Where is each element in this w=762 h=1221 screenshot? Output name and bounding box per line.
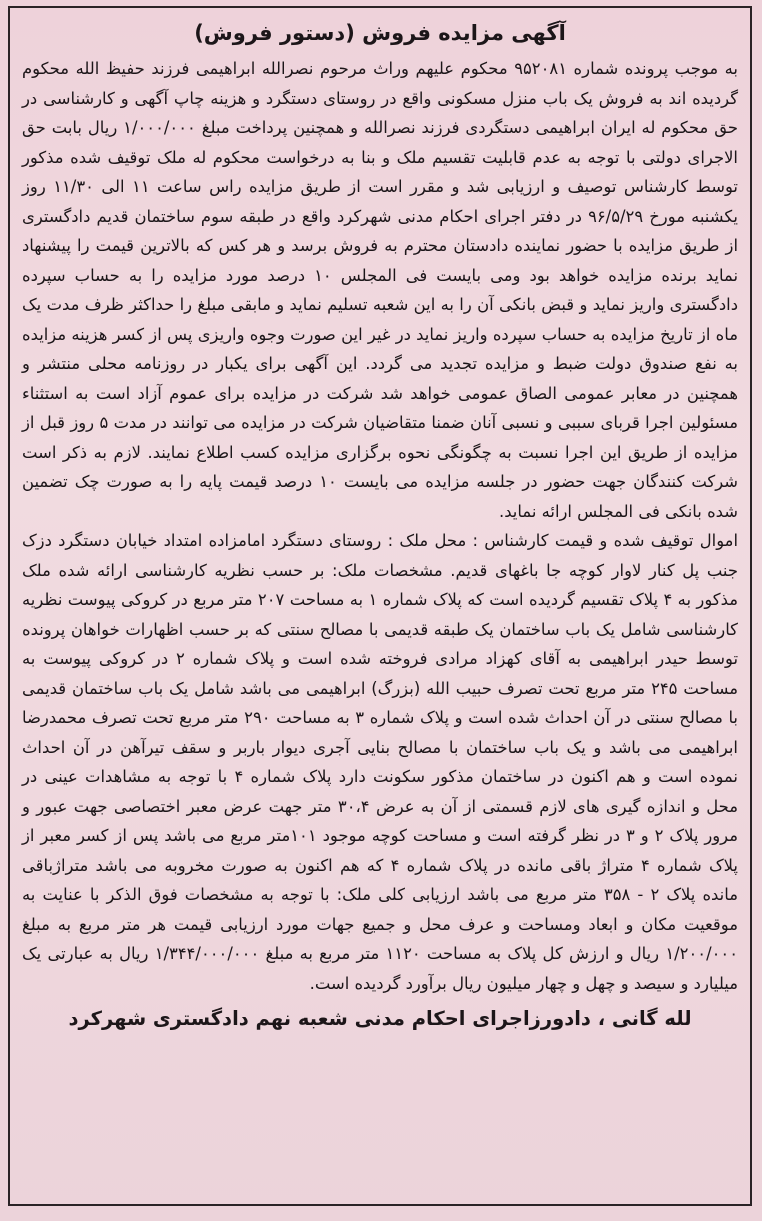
notice-title: آگهی مزایده فروش (دستور فروش) — [194, 21, 566, 45]
auction-notice — [8, 6, 752, 1206]
notice-signature: لله گانی ، دادورزاجرای احکام مدنی شعبه نهم دادگستری شهرکرد — [68, 1007, 692, 1030]
notice-paragraph-terms: به موجب پرونده شماره ۹۵۲۰۸۱ محکوم علیهم وراث مرحوم نصرالله ابراهیمی فرزند حفیظ الله محکوم گردیده اند به فروش یک باب منزل مسکونی واقع در روستای دستگرد و هزینه چاپ آگهی و کارشناسی در حق محکوم له ایران ابراهیمی دستگردی فرزند نصرالله و همچنین پرداخت مبلغ ۱/۰۰۰/۰۰۰ ریال بابت حق الاجرای دولتی با توجه به عدم قابلیت تقسیم ملک و بنا به درخواست محکوم له ملک توقیف شده مذکور توسط کارشناس توصیف و ارزیابی شد و مقرر است از طریق مزایده راس ساعت ۱۱ الی ۱۱/۳۰ روز یکشنبه مورخ ۹۶/۵/۲۹ در دفتر اجرای احکام مدنی شهرکرد واقع در طبقه سوم ساختمان قدیم دادگستری از طریق مزایده با حضور نماینده دادستان محترم به فروش برسد و هر کس که بالاترین قیمت را پیشنهاد نماید برنده مزایده خواهد بود ومی بایست فی المجلس ۱۰ درصد مورد مزایده را به حساب سپرده دادگستری واریز نماید و قبض بانکی آن را به این شعبه تسلیم نماید و مابقی مبلغ را حداکثر ظرف مدت یک ماه از تاریخ مزایده به حساب سپرده واریز نماید در غیر این صورت وجوه واریزی پس از کسر هزینه مزایده به نفع صندوق دولت ضبط و مزایده تجدید می گردد. این آگهی برای یکبار در روزنامه محلی منتشر و همچنین در معابر عمومی الصاق عمومی خواهد شد شرکت در مزایده برای عموم آزاد است به استثناء مسئولین اجرا قربای سببی و نسبی آنان ضمنا متقاضیان شرکت در مزایده می توانند در مدت ۵ روز قبل از مزایده از طریق این اجرا نسبت به چگونگی نحوه برگزاری مزایده کسب اطلاع نمایند. لازم به ذکر است شرکت کنندگان جهت حضور در جلسه مزایده می بایست ۱۰ درصد قیمت پایه را به صورت چک تضمین شده بانکی فی المجلس ارائه نماید. — [22, 59, 739, 521]
notice-paragraph-property: اموال توقیف شده و قیمت کارشناس : محل ملک : روستای دستگرد امامزاده امتداد خیابان دستگرد دزک جنب پل کنار لاوار کوچه جا باغهای قدیم. مشخصات ملک: بر حسب نظریه کارشناسی ارائه شده ملک مذکور به ۴ پلاک تقسیم گردیده است که پلاک شماره ۱ به مساحت ۲۰۷ متر مربع در کروکی پیوست نظریه کارشناسی شامل یک باب ساختمان یک طبقه قدیمی با مصالح سنتی که بر حسب اظهارات خواهان پرونده توسط حیدر ابراهیمی به آقای کهزاد مرادی فروخته شده است و پلاک شماره ۲ در کروکی پیوست به مساحت ۲۴۵ متر مربع تحت تصرف حبیب الله (بزرگ) ابراهیمی می باشد شامل یک باب ساختمان قدیمی با مصالح سنتی در آن احداث شده است و پلاک شماره ۳ به مساحت ۲۹۰ متر مربع تحت تصرف محمدرضا ابراهیمی می باشد و یک باب ساختمان با مصالح بنایی آجری دیوار باربر و سقف تیرآهن در آن احداث نموده است و هم اکنون در ساختمان مذکور سکونت دارد پلاک شماره ۴ با توجه به مشاهدات عینی در محل و اندازه گیری های لازم قسمتی از آن به عرض ۳۰،۴ متر جهت عرض معبر اختصاصی جهت عبور و مرور پلاک ۲ و ۳ در نظر گرفته است و مساحت کوچه موجود ۱۰۱متر مربع می باشد پس از کسر معبر از پلاک شماره ۴ متراژ باقی مانده در پلاک شماره ۴ که هم اکنون به صورت مخروبه می باشد متراژباقی مانده پلاک ۲ - ۳۵۸ متر مربع می باشد ارزیابی کلی ملک: با توجه به مشخصات فوق الذکر با عنایت به موقعیت مکان و ابعاد ومساحت و عرف محل و جمیع جهات مورد ارزیابی قیمت هر متر مربع به مبلغ ۱/۲۰۰/۰۰۰ ریال و ارزش کل پلاک به مساحت ۱۱۲۰ متر مربع به مبلغ ۱/۳۴۴/۰۰۰/۰۰۰ ریال به عبارتی یک میلیارد و سیصد و چهل و چهار میلیون ریال برآورد گردیده است. — [22, 531, 739, 993]
